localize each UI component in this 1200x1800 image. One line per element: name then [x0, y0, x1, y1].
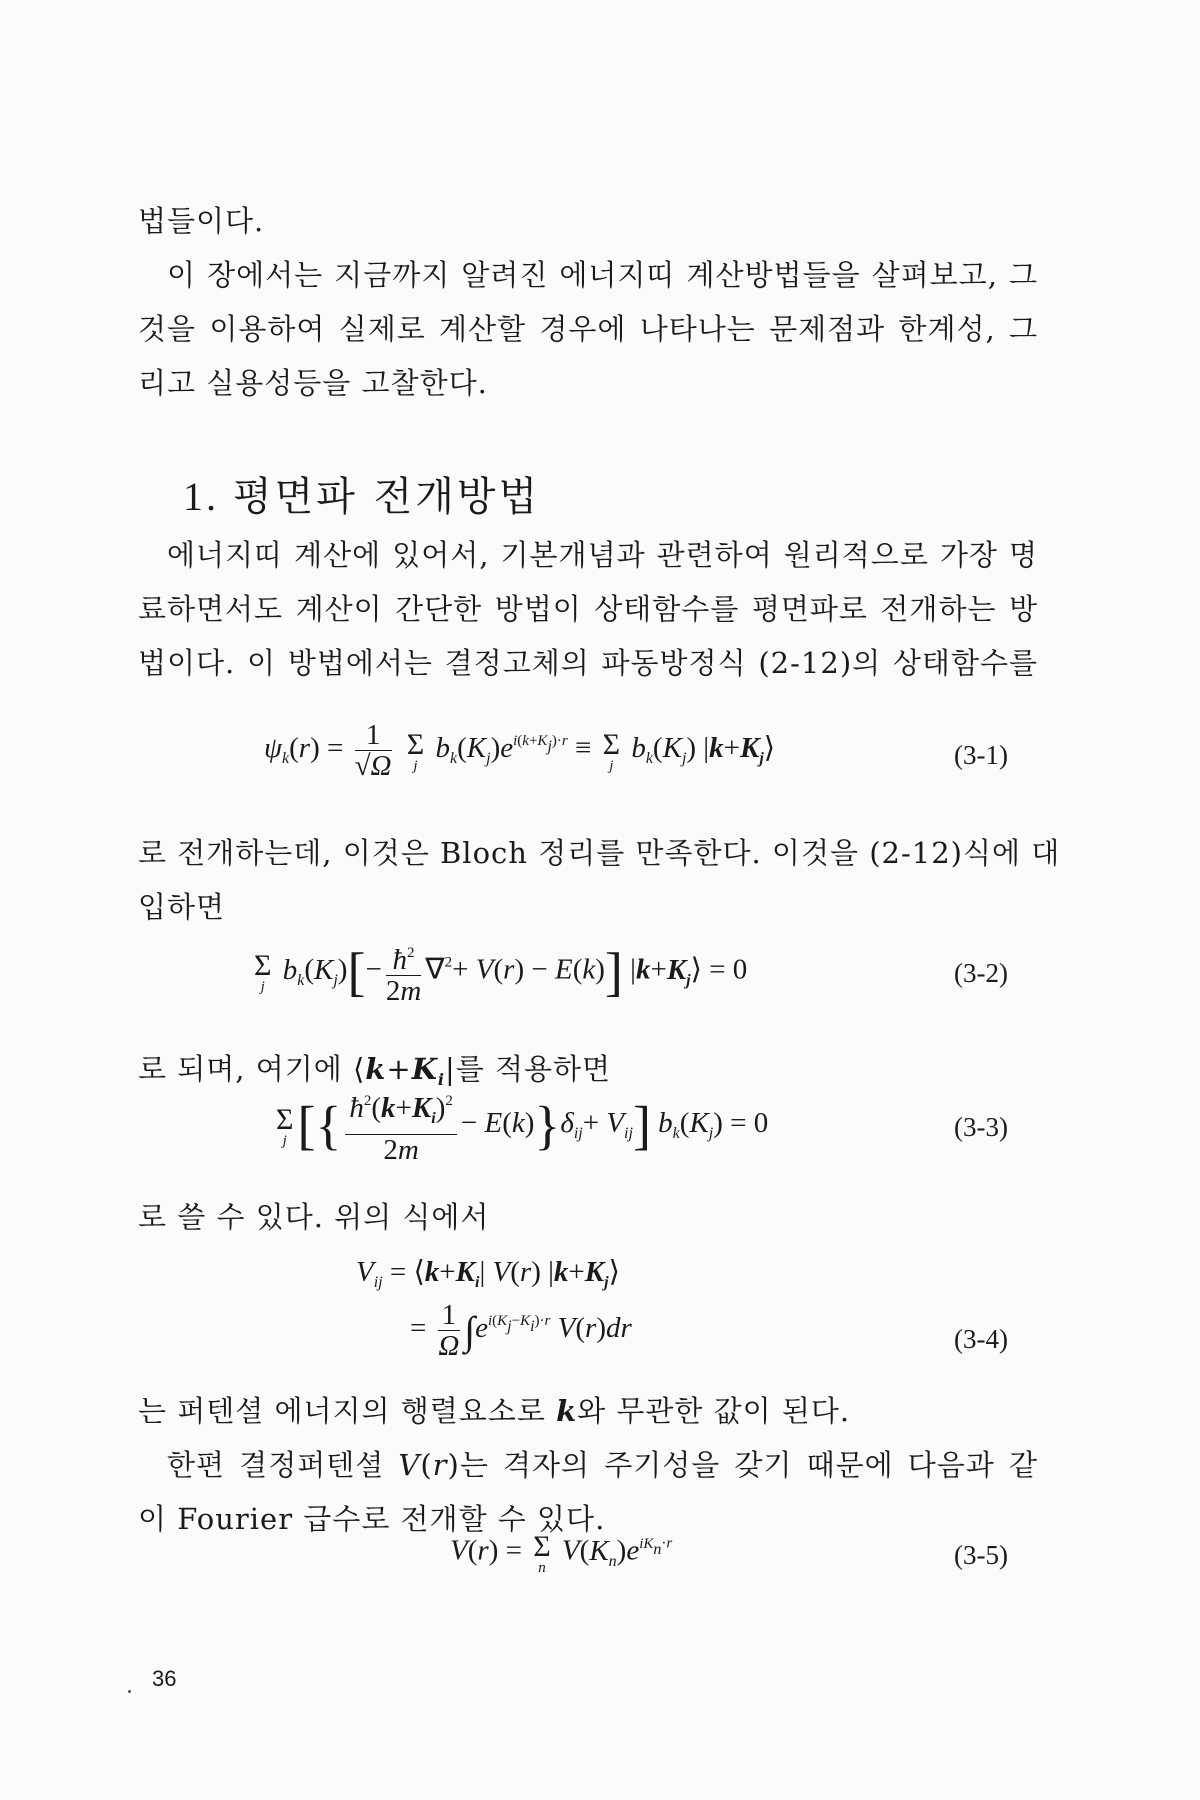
- text-line: 이 장에서는 지금까지 알려진 에너지띠 계산방법들을 살펴보고, 그: [167, 258, 1038, 292]
- equation-number: (3-1): [954, 740, 1008, 770]
- text-line: 로 되며, 여기에 $⟨k+K_i|$를 적용하면: [138, 1052, 612, 1089]
- section-number: 1.: [183, 474, 219, 519]
- text-line: 리고 실용성등을 고찰한다.: [138, 366, 488, 400]
- method-paragraph: [138, 528, 1038, 690]
- text-line: 것을 이용하여 실제로 계산할 경우에 나타나는 문제점과 한계성, 그: [138, 312, 1038, 346]
- equation-3-1: $\psi_k(r)$ = $\frac{1}{√\Omega}$ Σ j $b_k(K_j)e^{i(k+K_j)\cdot r}$ ≡ Σ j $b_k(K_j)$ $|k+K_j⟩$: [264, 719, 776, 782]
- text-line: 한편 결정퍼텐셜 V(r)는 격자의 주기성을 갖기 때문에 다음과 같: [167, 1448, 1038, 1482]
- equation-3-4: $V_{ij}$ = $⟨k+K_i|$ V(r) $|k+K_j⟩$ = $\frac{1}{\Omega}$ $\int e^{i(K_j-K_i)\cdot r}$ V(r)dr: [356, 1256, 632, 1362]
- page-number: 36: [152, 1666, 177, 1691]
- text-line: 료하면서도 계산이 간단한 방법이 상태함수를 평면파로 전개하는 방: [138, 592, 1038, 626]
- text-line: 에너지띠 계산에 있어서, 기본개념과 관련하여 원리적으로 가장 명: [167, 538, 1038, 572]
- equation-3-5: V(r) = Σ n $V(K_n)e^{iK_n\cdot r}$: [450, 1530, 673, 1576]
- equation-3-2: Σ j $b_k(K_j)[-$ $\frac{ħ^2}{2m}$ ∇$^2$+ V(r) − E(k)] $|k+K_j⟩ = 0$: [250, 938, 747, 1006]
- bloch-paragraph: [138, 826, 1061, 934]
- page-speck: [128, 1690, 131, 1693]
- text-line: 로 쓸 수 있다. 위의 식에서: [138, 1200, 490, 1234]
- equation-number: (3-5): [954, 1540, 1008, 1570]
- fourier-paragraph: [138, 1384, 1038, 1546]
- equation-number: (3-2): [954, 958, 1008, 988]
- text-line: 는 퍼텐셜 에너지의 행렬요소로 k와 무관한 값이 된다.: [138, 1394, 851, 1428]
- equation-number: (3-4): [954, 1324, 1008, 1354]
- matrix-paragraph: [138, 1190, 1038, 1244]
- section-heading: [183, 465, 540, 522]
- text-line: 입하면: [138, 890, 226, 924]
- text-line: 이 Fourier 급수로 전개할 수 있다.: [138, 1502, 606, 1536]
- text-line: 법들이다.: [138, 204, 265, 238]
- intro-paragraph: [138, 194, 1038, 410]
- equation-3-3: Σ j [{ $\frac{ħ^2(k+K_i)^2}{2m}$ − $E(k)\}\delta_{ij}+ V_{ij}$] $b_k(K_j) = 0$: [272, 1086, 768, 1165]
- equation-number: (3-3): [954, 1112, 1008, 1142]
- text-line: 로 전개하는데, 이것은 Bloch 정리를 만족한다. 이것을 (2-12)식에 대: [138, 836, 1061, 870]
- section-title: 평면파 전개방법: [233, 474, 541, 520]
- text-line: 법이다. 이 방법에서는 결정고체의 파동방정식 (2-12)의 상태함수를: [138, 646, 1038, 680]
